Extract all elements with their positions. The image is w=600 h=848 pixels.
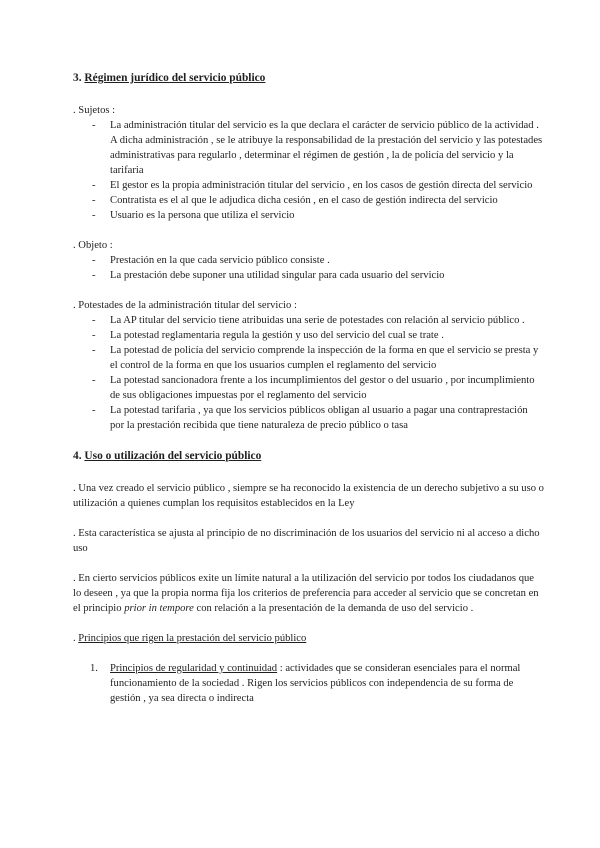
list-item-title: Principios de regularidad y continuidad bbox=[110, 663, 278, 674]
section-3-title: Régimen jurídico del servicio público bbox=[84, 72, 266, 84]
section-4-title: Uso o utilización del servicio público bbox=[84, 450, 262, 462]
paragraph: . Esta característica se ajusta al principio de no discriminación de los usuarios del servicio ni al acceso a dicho uso bbox=[73, 528, 540, 554]
list-item: - El gestor es la propia administración titular del servicio , en los casos de gestión directa del servicio bbox=[73, 178, 544, 193]
list-item: - La potestad de policía del servicio comprende la inspección de la forma en que el servicio se presta y el control de la forma en que los usuarios cumplen el reglamento del servicio bbox=[73, 343, 544, 373]
list-item: - La AP titular del servicio tiene atribuidas una serie de potestades con relación al servicio público . bbox=[73, 313, 544, 328]
list-item: - Contratista es el al que le adjudica dicha cesión , en el caso de gestión indirecta del servicio bbox=[73, 193, 544, 208]
list-item: - Usuario es la persona que utiliza el servicio bbox=[73, 208, 544, 223]
paragraph bbox=[73, 571, 544, 616]
list-item: - La potestad tarifaria , ya que los servicios públicos obligan al usuario a pagar una contraprestación por la prestación recibida que tiene naturaleza de precio público o tasa bbox=[73, 403, 544, 433]
list-item bbox=[73, 661, 544, 706]
potestades-label: . Potestades de la administración titular del servicio : bbox=[73, 300, 297, 311]
section-4-number: 4. bbox=[73, 450, 82, 462]
list-item: - La administración titular del servicio es la que declara el carácter de servicio público de la actividad . A dicha administración , se le atribuye la responsabilidad de la prestación del servicio y las potestades administrativas para regularlo , determinar el régimen de gestión , la de policía del servicio y la tarifaria bbox=[73, 118, 544, 178]
list-item: - La potestad reglamentaria regula la gestión y uso del servicio del cual se trate . bbox=[73, 328, 544, 343]
list-item: - Prestación en la que cada servicio público consiste . bbox=[73, 253, 544, 268]
objeto-label: . Objeto : bbox=[73, 240, 113, 251]
paragraph-italic-term: prior in tempore bbox=[124, 603, 194, 614]
list-item: - La potestad sancionadora frente a los incumplimientos del gestor o del usuario , por incumplimiento de sus obligaciones impuestas por el reglamento del servicio bbox=[73, 373, 544, 403]
principles-list bbox=[73, 661, 544, 706]
potestades-list bbox=[73, 313, 544, 433]
list-item-text: : actividades que se consideran esenciales para el normal funcionamiento de la sociedad . Rigen los servicios públicos con independencia de su forma de gestión , ya sea directa o indirecta bbox=[110, 663, 521, 704]
sujetos-label: . Sujetos : bbox=[73, 105, 116, 116]
paragraph-text: con relación a la presentación de la demanda de uso del servicio . bbox=[193, 603, 474, 614]
section-4-heading bbox=[73, 448, 544, 464]
list-item: - La prestación debe suponer una utilidad singular para cada usuario del servicio bbox=[73, 268, 544, 283]
objeto-list bbox=[73, 253, 544, 283]
principles-lead: . bbox=[73, 633, 79, 644]
principles-heading bbox=[73, 631, 544, 646]
paragraph: . Una vez creado el servicio público , siempre se ha reconocido la existencia de un derecho subjetivo a su uso o utilización a quienes cumplan los requisitos establecidos en la Ley bbox=[73, 483, 544, 509]
paragraph-text: . En cierto servicios públicos exite un límite natural a la utilización del servicio por todos los ciudadanos que lo deseen , ya que la propia norma fija los criterios de preferencia para acceder al servicio que se concretan en el principio bbox=[73, 573, 539, 614]
principles-heading-text: Principios que rigen la prestación del servicio público bbox=[78, 633, 307, 644]
section-3-number: 3. bbox=[73, 72, 82, 84]
sujetos-list bbox=[73, 118, 544, 223]
list-item-number: 1. bbox=[90, 663, 98, 674]
section-3-heading bbox=[73, 70, 544, 86]
